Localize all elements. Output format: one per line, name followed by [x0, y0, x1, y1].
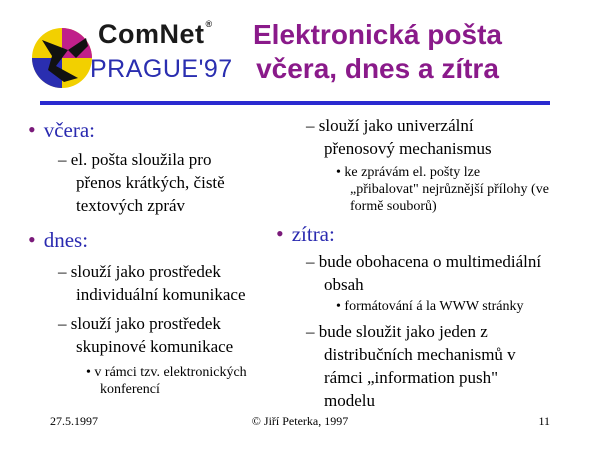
- dnes-sub-1: [86, 364, 247, 398]
- bullet-dot: •: [276, 221, 284, 246]
- comnet-prague-logo: [28, 16, 233, 94]
- zitra-item-1-line-2: obsah: [324, 275, 364, 294]
- dnes-sub-2-line-3: formě souborů): [350, 199, 437, 214]
- bullet-zitra: [276, 222, 335, 246]
- dnes-sub-1-line-2: konferencí: [100, 382, 160, 397]
- bullet-dot: •: [28, 117, 36, 142]
- bullet-zitra-label: zítra:: [291, 222, 335, 246]
- bullet-vcera: [28, 118, 95, 142]
- footer-author: © Jiří Peterka, 1997: [251, 414, 349, 428]
- dnes-item-1: [58, 260, 246, 306]
- bullet-dot: •: [28, 227, 36, 252]
- globe-logo-icon: [28, 16, 98, 94]
- bullet-vcera-label: včera:: [43, 118, 95, 142]
- zitra-item-1-line-1: – bude obohacena o multimediální: [306, 252, 542, 271]
- vcera-item-1-line-1: – el. pošta sloužila pro: [58, 150, 212, 169]
- dnes-sub-2-line-1: • ke zprávám el. pošty lze: [336, 165, 481, 180]
- zitra-item-2-line-2: distribučních mechanismů v: [324, 345, 516, 364]
- footer-page-number: 11: [538, 414, 550, 428]
- vcera-item-1-line-2: přenos krátkých, čistě: [76, 173, 225, 192]
- bullet-dnes: [28, 228, 88, 252]
- footer-date: 27.5.1997: [50, 414, 98, 428]
- dnes-item-3-line-1: – slouží jako univerzální: [306, 116, 474, 135]
- zitra-item-1: [306, 250, 541, 296]
- dnes-item-1-line-1: – slouží jako prostředek: [58, 262, 221, 281]
- dnes-item-2-line-2: skupinové komunikace: [76, 337, 234, 356]
- vcera-item-1: [58, 148, 225, 217]
- dnes-item-1-line-2: individuální komunikace: [76, 285, 246, 304]
- logo-comnet-text: ComNet®: [98, 19, 213, 49]
- zitra-sub-1: • formátování á la WWW stránky: [336, 299, 524, 314]
- title-line-2: včera, dnes a zítra: [256, 53, 499, 84]
- zitra-item-2-line-3: rámci „information push": [324, 368, 499, 387]
- dnes-sub-2: [336, 164, 549, 215]
- logo-prague-text: PRAGUE'97: [90, 55, 233, 83]
- dnes-item-2-line-1: – slouží jako prostředek: [58, 314, 221, 333]
- zitra-item-2: [306, 320, 516, 412]
- bullet-dnes-label: dnes:: [43, 228, 89, 252]
- vcera-item-1-line-3: textových zpráv: [76, 196, 186, 215]
- zitra-item-2-line-1: – bude sloužit jako jeden z: [306, 322, 488, 341]
- zitra-item-2-line-4: modelu: [324, 391, 375, 410]
- dnes-item-3-line-2: přenosový mechanismus: [324, 139, 492, 158]
- dnes-sub-2-line-2: „přibalovat" nejrůznější přílohy (ve: [350, 182, 549, 197]
- title-line-1: Elektronická pošta: [253, 19, 502, 50]
- dnes-item-2: [58, 312, 233, 358]
- dnes-item-3: [306, 114, 492, 160]
- title-divider: [40, 101, 550, 105]
- dnes-sub-1-line-1: • v rámci tzv. elektronických: [86, 365, 247, 380]
- slide-title: [205, 18, 550, 86]
